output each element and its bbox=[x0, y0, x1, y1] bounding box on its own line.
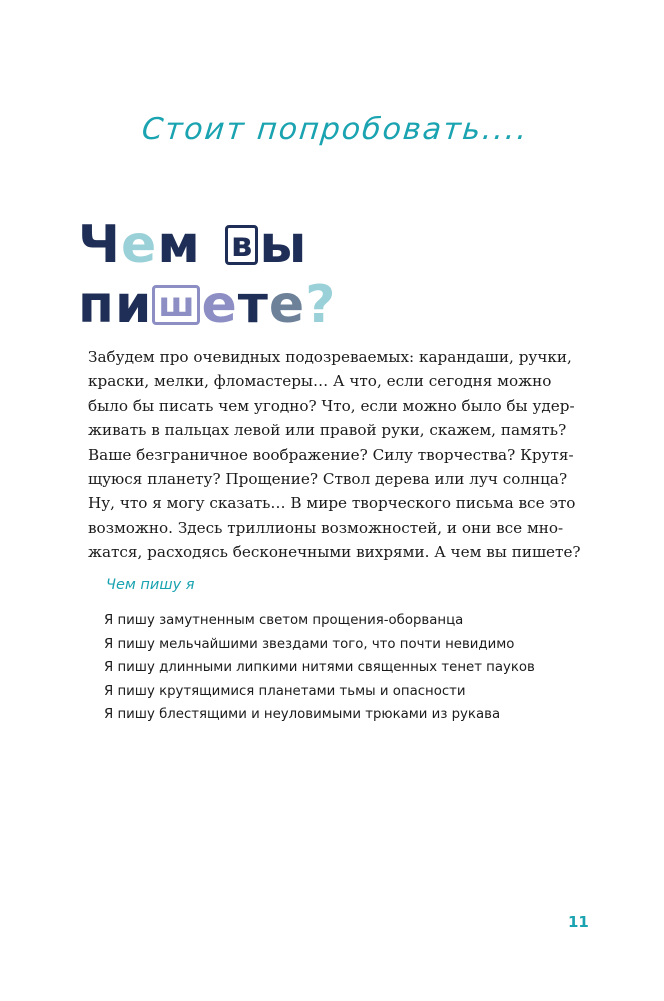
poem-line: Я пишу длинными липкими нитями священных тенет пауков bbox=[104, 660, 535, 676]
body-line: Ваше безграничное воображение? Силу творчества? Крутя- bbox=[88, 445, 574, 464]
poem-line: Я пишу мельчайшими звездами того, что почти невидимо bbox=[104, 636, 515, 652]
body-paragraph bbox=[88, 345, 581, 565]
heading-letter: е bbox=[121, 215, 157, 275]
section-label: Стоит попробовать.... bbox=[139, 112, 530, 147]
page-title-line-1 bbox=[78, 215, 336, 275]
body-line: краски, мелки, фломастеры… А что, если сегодня можно bbox=[88, 372, 552, 391]
body-line: Забудем про очевидных подозреваемых: карандаши, ручки, bbox=[88, 348, 572, 366]
body-line: щуюся планету? Прощение? Ствол дерева или луч солнца? bbox=[88, 470, 568, 489]
body-line: живать в пальцах левой или правой руки, скажем, память? bbox=[88, 421, 567, 440]
heading-letter: п bbox=[78, 275, 114, 335]
poem-line: Я пишу крутящимися планетами тьмы и опасности bbox=[104, 683, 466, 699]
page-number: 11 bbox=[568, 913, 589, 931]
heading-letter: м bbox=[157, 215, 200, 275]
body-line: было бы писать чем угодно? Что, если можно было бы удер- bbox=[88, 396, 575, 415]
body-line: Ну, что я могу сказать… В мире творческого письма все это bbox=[88, 494, 576, 513]
heading-letter: ы bbox=[259, 215, 307, 275]
heading-letter: и bbox=[114, 275, 152, 335]
heading-letter: е bbox=[201, 275, 237, 335]
heading-letter: т bbox=[237, 275, 268, 335]
poem-line: Я пишу блестящими и неуловимыми трюками из рукава bbox=[104, 707, 501, 723]
heading-letter: ш bbox=[152, 285, 200, 325]
poem bbox=[104, 609, 535, 727]
heading-letter: ? bbox=[305, 275, 336, 335]
poem-title: Чем пишу я bbox=[106, 577, 195, 593]
poem-line: Я пишу замутненным светом прощения-оборванца bbox=[104, 613, 464, 628]
body-line: жатся, расходясь бесконечными вихрями. А чем вы пишете? bbox=[88, 543, 581, 562]
page-title bbox=[78, 215, 336, 335]
heading-letter: е bbox=[268, 275, 305, 335]
heading-letter: в bbox=[225, 225, 259, 265]
heading-letter: Ч bbox=[78, 215, 121, 275]
page-title-line-2 bbox=[78, 275, 336, 335]
body-line: возможно. Здесь триллионы возможностей, и они все мно- bbox=[88, 518, 564, 537]
